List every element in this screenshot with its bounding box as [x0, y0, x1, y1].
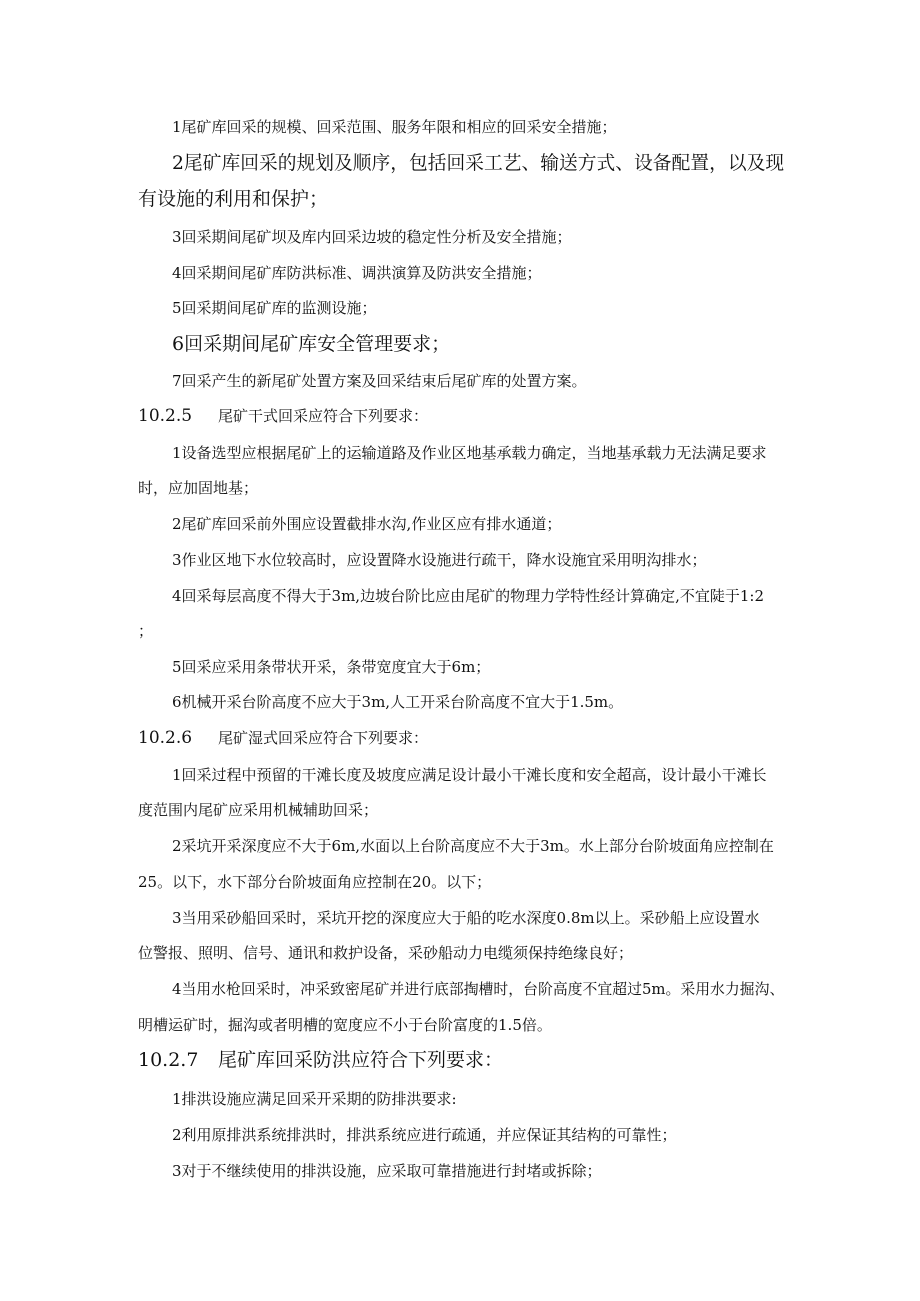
item-6-management: 6回采期间尾矿库安全管理要求；: [172, 333, 451, 355]
item-4-flood: 4回采期间尾矿库防洪标准、调洪演算及防洪安全措施；: [172, 264, 542, 282]
sec1025-item-4-line-2: ；: [138, 622, 154, 640]
sec1027-item-1: 1排洪设施应满足回采开采期的防排洪要求:: [172, 1090, 457, 1108]
sec1027-item-2: 2利用原排洪系统排洪时，排洪系统应进行疏通，并应保证其结构的可靠性；: [172, 1126, 677, 1144]
sec1027-item-3: 3对于不继续使用的排洪设施，应采取可靠措施进行封堵或拆除；: [172, 1162, 602, 1180]
sec1026-item-1-line-1: 1回采过程中预留的干滩长度及坡度应满足设计最小干滩长度和安全超高，设计最小干滩长: [172, 766, 767, 784]
sec1026-item-3-line-2: 位警报、照明、信号、通讯和救护设备，采砂船动力电缆须保持绝缘良好；: [138, 944, 634, 962]
item-7-disposal: 7回采产生的新尾矿处置方案及回采结束后尾矿库的处置方案。: [172, 372, 587, 390]
item-3-stability: 3回采期间尾矿坝及库内回采边坡的稳定性分析及安全措施；: [172, 228, 572, 246]
section-title-10-2-7: 尾矿库回采防洪应符合下列要求：: [218, 1049, 504, 1071]
sec1025-item-2: 2尾矿库回采前外围应设置截排水沟,作业区应有排水通道；: [172, 515, 562, 533]
section-title-10-2-6: 尾矿湿式回采应符合下列要求：: [218, 729, 429, 747]
sec1025-item-4-line-1: 4回采每层高度不得大于3m,边坡台阶比应由尾矿的物理力学特性经计算确定,不宜陡于1:2: [172, 587, 764, 605]
item-2-plan-line-1: 2尾矿库回采的规划及顺序，包括回采工艺、输送方式、设备配置，以及现: [172, 152, 785, 174]
sec1026-item-2-line-2: 25。以下，水下部分台阶坡面角应控制在20。以下；: [138, 873, 492, 891]
sec1025-item-1-line-2: 时，应加固地基；: [138, 479, 259, 497]
sec1025-item-3: 3作业区地下水位较高时，应设置降水设施进行疏干，降水设施宜采用明沟排水；: [172, 551, 707, 569]
item-1-scale: 1尾矿库回采的规模、回采范围、服务年限和相应的回采安全措施；: [172, 118, 617, 136]
item-5-monitoring: 5回采期间尾矿库的监测设施；: [172, 299, 377, 317]
section-number-10-2-6: 10.2.6: [138, 728, 193, 748]
sec1026-item-1-line-2: 度范围内尾矿应采用机械辅助回采；: [138, 801, 379, 819]
sec1026-item-4-line-2: 明槽运矿时，掘沟或者明槽的宽度应不小于台阶富度的1.5倍。: [138, 1016, 552, 1034]
sec1025-item-6: 6机械开采台阶高度不应大于3m,人工开采台阶高度不宜大于1.5m。: [172, 693, 624, 711]
sec1026-item-3-line-1: 3当用采砂船回采时，采坑开挖的深度应大于船的吃水深度0.8m以上。采砂船上应设置水: [172, 909, 760, 927]
sec1026-item-2-line-1: 2采坑开采深度应不大于6m,水面以上台阶高度应不大于3m。水上部分台阶坡面角应控制在: [172, 837, 774, 855]
sec1026-item-4-line-1: 4当用水枪回采时，冲采致密尾矿并进行底部掏槽时，台阶高度不宜超过5m。采用水力掘沟、: [172, 980, 785, 998]
section-number-10-2-7: 10.2.7: [138, 1049, 199, 1071]
sec1025-item-5: 5回采应采用条带状开采，条带宽度宜大于6m；: [172, 658, 491, 676]
item-2-plan-line-2: 有设施的利用和保护；: [138, 188, 329, 210]
section-title-10-2-5: 尾矿干式回采应符合下列要求：: [218, 407, 429, 425]
section-number-10-2-5: 10.2.5: [138, 406, 193, 426]
sec1025-item-1-line-1: 1设备选型应根据尾矿上的运输道路及作业区地基承载力确定，当地基承载力无法满足要求: [172, 444, 767, 462]
